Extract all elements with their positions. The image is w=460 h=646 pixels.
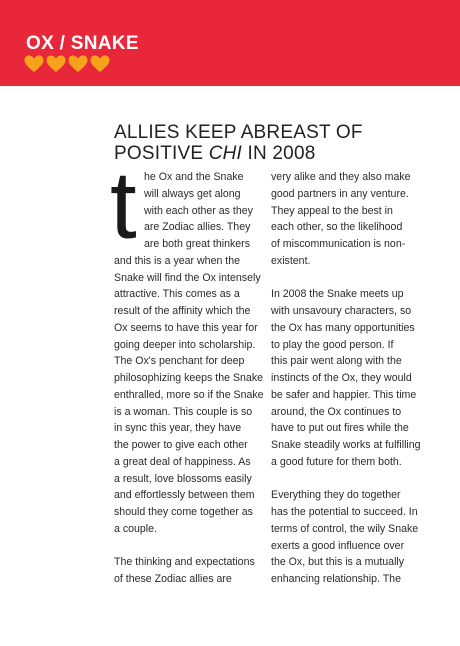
text-line: Snake will find the Ox intensely	[114, 271, 261, 284]
text-line: enhancing relationship. The	[271, 573, 401, 585]
drop-cap: t	[110, 152, 137, 259]
article-headline	[114, 122, 434, 164]
text-line: of miscommunication is non-	[271, 238, 406, 250]
text-line: of these Zodiac allies are	[114, 573, 232, 585]
text-line: with unsavoury characters, so	[271, 305, 412, 317]
text-line: existent.	[271, 254, 311, 267]
text-line: philosophizing keeps the Snake	[114, 372, 264, 384]
heart-icon	[68, 55, 88, 73]
text-line: around, the Ox continues to	[271, 405, 402, 418]
heart-icon	[24, 55, 44, 73]
text-line: Snake steadily works at fulfilling	[271, 439, 421, 451]
text-line: attractive. This comes as a	[114, 288, 240, 301]
text-line: the Ox has many opportunities	[271, 321, 415, 334]
text-line: good partners in any venture.	[271, 187, 409, 200]
text-line: in sync this year, they have	[114, 422, 242, 435]
hearts-rating	[24, 55, 110, 73]
text-line: The thinking and expectations	[114, 556, 255, 569]
text-line: result of the affinity which the	[114, 305, 251, 317]
text-line: with each other as they	[144, 204, 253, 217]
text-line: The Ox's penchant for deep	[114, 355, 245, 368]
text-line: are Zodiac allies. They	[144, 221, 251, 234]
text-line: the Ox, but this is a mutually	[271, 556, 405, 569]
text-line: terms of control, the wily Snake	[271, 522, 419, 535]
heart-icon	[90, 55, 110, 73]
paragraph-gap	[271, 471, 431, 488]
text-line: They appeal to the best in	[271, 204, 393, 217]
text-line: will always get along	[144, 187, 241, 200]
header-banner	[0, 0, 460, 86]
article-column-right	[271, 169, 431, 588]
article-column-left	[114, 169, 264, 588]
text-line: has the potential to succeed. In	[271, 506, 418, 518]
paragraph-gap	[114, 538, 264, 555]
text-line: to play the good person. If	[271, 338, 394, 351]
text-line: should they come together as	[114, 506, 253, 518]
text-line: a couple.	[114, 522, 157, 535]
text-line: a good future for them both.	[271, 455, 402, 468]
text-line: very alike and they also make	[271, 171, 411, 183]
text-line: are both great thinkers	[144, 238, 250, 250]
headline-line-1: ALLIES KEEP ABREAST OF	[114, 122, 363, 143]
text-line: a great deal of happiness. As	[114, 455, 251, 468]
text-line: In 2008 the Snake meets up	[271, 288, 404, 301]
text-line: and effortlessly between them	[114, 489, 255, 502]
headline-line-2-end: IN 2008	[242, 143, 316, 164]
text-line: each other, so the likelihood	[271, 221, 403, 234]
text-line: is a woman. This couple is so	[114, 405, 253, 418]
text-line: have to put out fires while the	[271, 422, 409, 435]
text-line: instincts of the Ox, they would	[271, 372, 412, 384]
text-line: this pair went along with the	[271, 355, 402, 368]
headline-chi-word: CHI	[208, 143, 243, 164]
heart-icon	[46, 55, 66, 73]
headline-line-2-start: POSITIVE	[114, 143, 209, 164]
text-line: and this is a year when the	[114, 254, 241, 267]
section-title: OX / SNAKE	[26, 33, 139, 54]
text-line: exerts a good influence over	[271, 539, 405, 552]
text-line: Ox seems to have this year for	[114, 321, 258, 334]
text-line: he Ox and the Snake	[144, 171, 244, 183]
paragraph-gap	[271, 270, 431, 287]
text-line: going deeper into scholarship.	[114, 338, 256, 351]
text-line: enthralled, more so if the Snake	[114, 388, 264, 401]
text-line: the power to give each other	[114, 439, 248, 451]
text-line: be safer and happier. This time	[271, 388, 417, 401]
text-line: Everything they do together	[271, 489, 401, 502]
text-line: a result, love blossoms easily	[114, 472, 252, 485]
